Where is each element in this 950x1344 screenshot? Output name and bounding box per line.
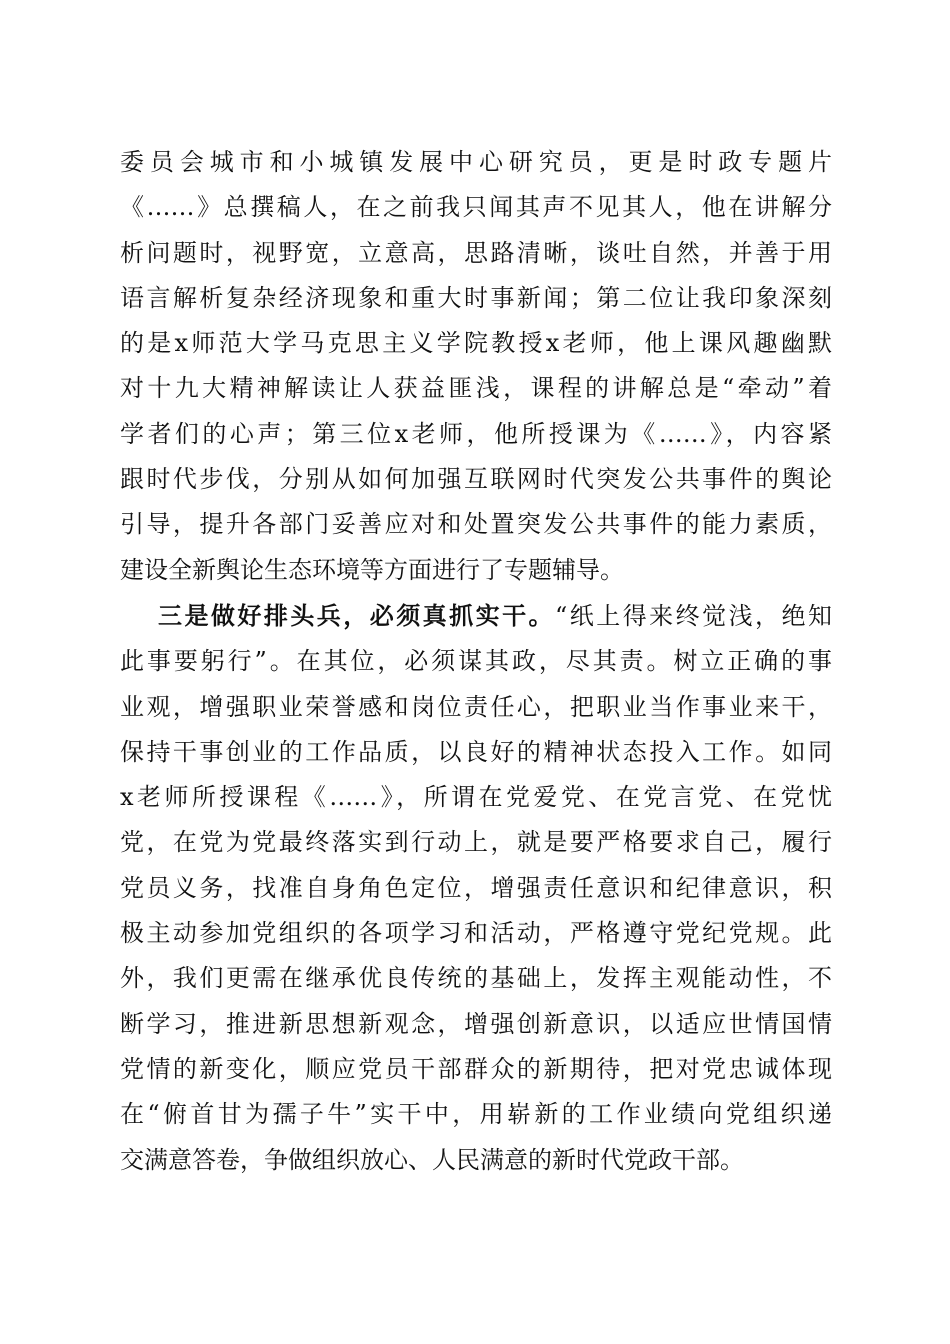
text-line: 引导，提升各部门妥善应对和处置突发公共事件的能力素质，: [120, 510, 832, 539]
text-line: 《……》总撰稿人，在之前我只闻其声不见其人，他在讲解分: [120, 193, 832, 222]
text-line: 此事要躬行”。在其位，必须谋其政，尽其责。树立正确的事: [120, 647, 832, 676]
paragraph-2: [120, 593, 832, 1183]
text-line: 在“俯首甘为孺子牛”实干中，用崭新的工作业绩向党组织递: [120, 1100, 832, 1129]
text-line: 党员义务，找准自身角色定位，增强责任意识和纪律意识，积: [120, 873, 832, 902]
text-line: 保持干事创业的工作品质，以良好的精神状态投入工作。如同: [120, 737, 832, 766]
text-line: 的是x师范大学马克思主义学院教授x老师，他上课风趣幽默: [120, 329, 832, 358]
text-line: 党情的新变化，顺应党员干部群众的新期待，把对党忠诚体现: [120, 1054, 832, 1083]
text-line: 断学习，推进新思想新观念，增强创新意识，以适应世情国情: [120, 1009, 832, 1038]
text-line: 学者们的心声；第三位x老师，他所授课为《……》，内容紧: [120, 419, 832, 448]
text-line: 析问题时，视野宽，立意高，思路清晰，谈吐自然，并善于用: [120, 238, 832, 267]
text-fragment: “纸上得来终觉浅，绝知: [555, 602, 832, 630]
text-line: 业观，增强职业荣誉感和岗位责任心，把职业当作事业来干，: [120, 692, 832, 721]
text-line: 建设全新舆论生态环境等方面进行了专题辅导。: [120, 555, 624, 584]
text-line: 对十九大精神解读让人获益匪浅，课程的讲解总是“牵动”着: [120, 374, 832, 403]
section-lead-heading: 三是做好排头兵，必须真抓实干。: [158, 601, 556, 630]
text-line: x老师所授课程《……》，所谓在党爱党、在党言党、在党忧: [120, 783, 832, 812]
text-line: 交满意答卷，争做组织放心、人民满意的新时代党政干部。: [120, 1145, 744, 1174]
text-line: 极主动参加党组织的各项学习和活动，严格遵守党纪党规。此: [120, 919, 832, 948]
paragraph-1: [120, 140, 832, 593]
text-line: 外，我们更需在继承优良传统的基础上，发挥主观能动性，不: [120, 964, 832, 993]
text-line: 跟时代步伐，分别从如何加强互联网时代突发公共事件的舆论: [120, 465, 832, 494]
text-line: 语言解析复杂经济现象和重大时事新闻；第二位让我印象深刻: [120, 283, 832, 312]
text-line: 委员会城市和小城镇发展中心研究员，更是时政专题片: [120, 148, 832, 176]
text-line: 党，在党为党最终落实到行动上，就是要严格要求自己，履行: [120, 828, 832, 857]
paragraph-first-line: [120, 593, 832, 639]
